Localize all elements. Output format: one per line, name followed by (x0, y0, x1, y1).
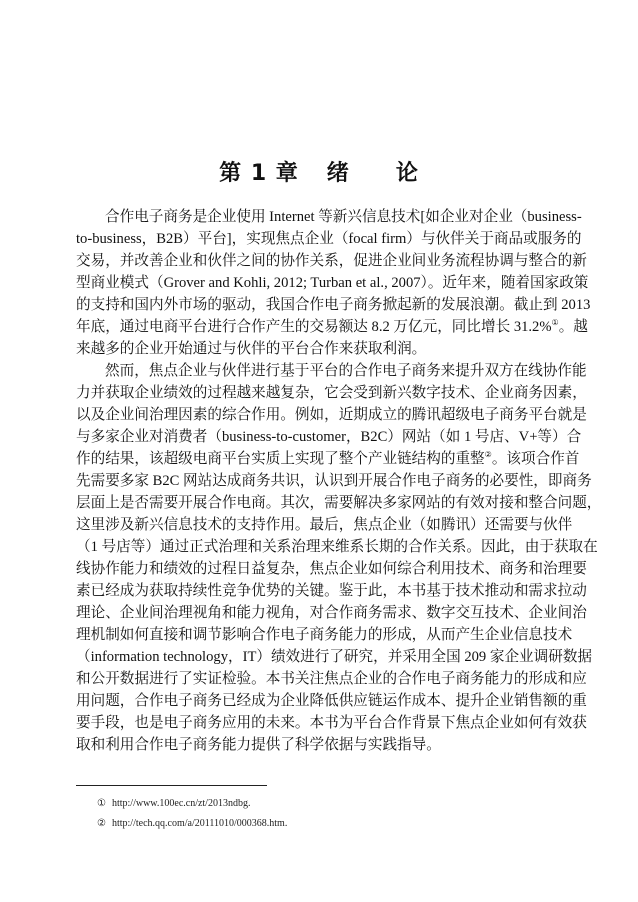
footnote-url: http://www.100ec.cn/zt/2013ndbg. (111, 798, 251, 809)
footnote (97, 818, 287, 829)
line-text: 型商业模式（Grover and Kohli, 2012; Turban et al., 2007）。近年来，随着国家政策 (76, 275, 589, 291)
line-text: （information technology，IT）绩效进行了研究，并采用全国 209 家企业调研数据 (76, 649, 593, 665)
line-text: to-business，B2B）平台]，实现焦点企业（focal firm）与伙伴关于商品或服务的 (76, 231, 582, 247)
text-line (76, 514, 573, 536)
line-text: 素已经成为获取持续性竞争优势的关键。鉴于此，本书基于技术推动和需求拉动 (76, 583, 587, 599)
paragraph (76, 360, 602, 756)
line-text: 先需要多家 B2C 网站达成商务共识，认识到开展合作电子商务的必要性，即商务 (76, 473, 592, 489)
line-text: 取和利用合作电子商务能力提供了科学依据与实践指导。 (76, 737, 441, 753)
line-text: 理论、企业间治理视角和能力视角，对合作商务需求、数字交互技术、企业间治 (76, 605, 587, 621)
chapter-title (0, 156, 638, 187)
line-text: 与多家企业对消费者（business-to-customer，B2C）网站（如 1 号店、V+等）合 (76, 429, 582, 445)
line-text: （1 号店等）通过正式治理和关系治理来维系长期的合作关系。因此，由于获取在 (76, 539, 598, 555)
body-text (76, 206, 602, 756)
text-line (76, 272, 589, 294)
line-text: 来越多的企业开始通过与伙伴的平台合作来获取利润。 (76, 341, 427, 357)
text-line (76, 668, 587, 690)
text-line (76, 492, 602, 514)
text-line (76, 338, 566, 360)
line-text: 要手段，也是电子商务应用的未来。本书为平台合作背景下焦点企业如何有效获 (76, 715, 587, 731)
footnote-reference[interactable]: ① (551, 318, 559, 327)
footnote-url: http://tech.qq.com/a/20111010/000368.htm. (111, 818, 288, 829)
line-text: 。越 (558, 319, 588, 335)
line-text: 力并获取企业绩效的过程越来越复杂，它会受到新兴数字技术、企业商务因素， (76, 385, 587, 401)
text-line (76, 624, 573, 646)
footnote (97, 798, 250, 809)
line-text: 和公开数据进行了实证检验。本书关注焦点企业的合作电子商务能力的形成和应 (76, 671, 587, 687)
footnote-marker: ① (97, 798, 106, 809)
line-text: 年底，通过电商平台进行合作产生的交易额达 8.2 万亿元，同比增长 31.2% (76, 319, 552, 335)
text-line (76, 602, 587, 624)
line-text: 然而，焦点企业与伙伴进行基于平台的合作电子商务来提升双方在线协作能 (105, 363, 587, 379)
text-line (76, 646, 593, 668)
text-line (76, 228, 582, 250)
chapter-title-char: 论 (395, 161, 419, 186)
footnote-marker: ② (97, 818, 106, 829)
line-text: 线协作能力和绩效的过程日益复杂，焦点企业如何综合利用技术、商务和治理要 (76, 561, 587, 577)
line-text: 作的结果，该超级电商平台实质上实现了整个产业链结构的重整 (76, 451, 485, 467)
text-line (76, 690, 587, 712)
line-text: 层面上是否需要开展合作电商。其次，需要解决多家网站的有效对接和整合问题， (76, 495, 602, 511)
line-text: 。该项合作首 (491, 451, 580, 467)
text-line (76, 470, 592, 492)
text-line (76, 206, 582, 228)
line-text: 这里涉及新兴信息技术的支持作用。最后，焦点企业（如腾讯）还需要与伙伴 (76, 517, 573, 533)
text-line (76, 360, 587, 382)
text-line (76, 316, 588, 338)
footnote-divider (76, 785, 267, 786)
text-line (76, 580, 587, 602)
line-text: 的支持和国内外市场的驱动，我国合作电子商务掀起新的发展浪潮。截止到 2013 (76, 297, 591, 313)
line-text: 理机制如何直接和调节影响合作电子商务能力的形成，从而产生企业信息技术 (76, 627, 573, 643)
text-line (76, 448, 580, 470)
chapter-number: 第 1 章 (219, 161, 299, 186)
paragraph (76, 206, 591, 360)
chapter-title-char: 绪 (326, 161, 350, 186)
footnote-reference[interactable]: ② (484, 450, 492, 459)
line-text: 交易，并改善企业和伙伴之间的协作关系，促进企业间业务流程协调与整合的新 (76, 253, 587, 269)
text-line (76, 382, 587, 404)
line-text: 用问题，合作电子商务已经成为企业降低供应链运作成本、提升企业销售额的重 (76, 693, 587, 709)
text-line (76, 712, 587, 734)
text-line (76, 426, 582, 448)
text-line (76, 558, 587, 580)
text-line (76, 404, 587, 426)
line-text: 合作电子商务是企业使用 Internet 等新兴信息技术[如企业对企业（business- (105, 209, 582, 225)
text-line (76, 536, 598, 558)
text-line (76, 250, 587, 272)
text-line (76, 294, 591, 316)
line-text: 以及企业间治理因素的综合作用。例如，近期成立的腾讯超级电子商务平台就是 (76, 407, 587, 423)
text-line (76, 734, 566, 756)
